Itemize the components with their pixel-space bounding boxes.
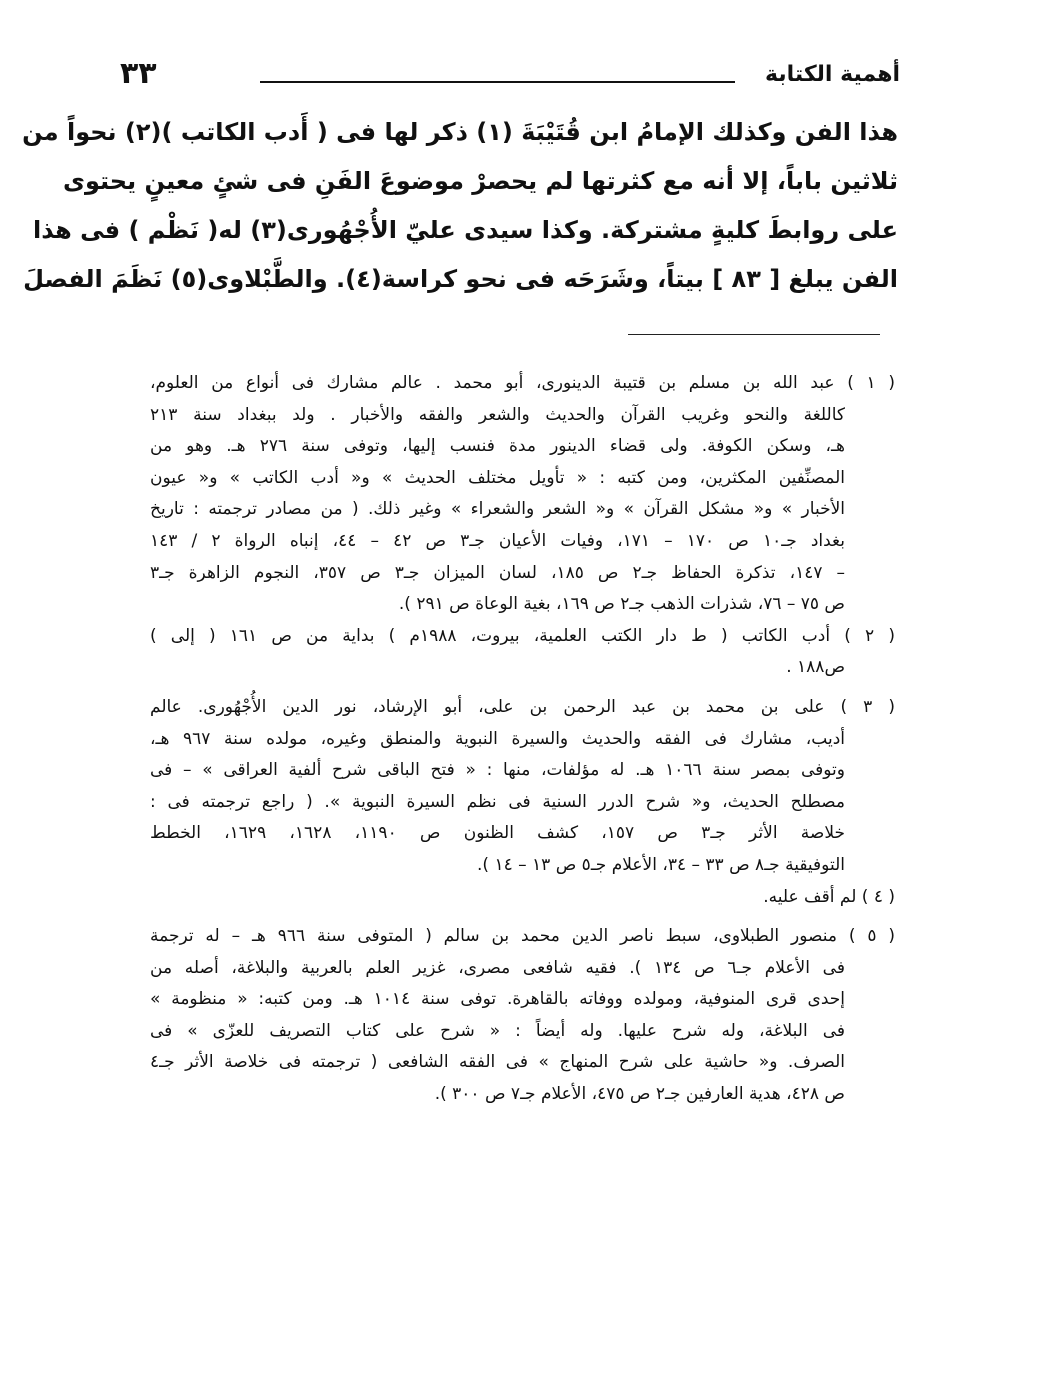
footnote-3 bbox=[150, 692, 895, 882]
footnote-line: الأخبار » و« مشكل القرآن » و« الشعر والشعراء » وغير ذلك. ( من مصادر ترجمته : تاريخ bbox=[150, 499, 845, 520]
footnote-line: ص ٤٢٨، هدية العارفين جـ٢ ص ٤٧٥، الأعلام جـ٧ ص ٣٠٠ ). bbox=[434, 1084, 845, 1105]
footnote-line: ( ١ ) عبد الله بن مسلم بن قتيبة الدينورى، أبو محمد . عالم مشارك فى أنواع من العلوم، bbox=[150, 373, 895, 393]
footnote-line: فى الأعلام جـ٦ ص ١٣٤ ). فقيه شافعى مصرى، غزير العلم بالعربية والبلاغة، أصله من bbox=[150, 957, 845, 978]
footnote-line: ( ٤ ) لم أقف عليه. bbox=[763, 886, 895, 907]
footnote-line: أديب، مشارك فى الفقه والحديث والسيرة النبوية والمنطق وغيره، مولده سنة ٩٦٧ هـ، bbox=[150, 728, 845, 749]
footnote-2 bbox=[150, 621, 895, 684]
footnote-1 bbox=[150, 368, 895, 621]
text-line: ثلاثين باباً، إلا أنه مع كثرتها لم يحصرْ موضوعَ الفَنِ فى شئٍ معينٍ يحتوى bbox=[62, 167, 898, 195]
footnote-line: ص ٧٥ – ٧٦، شذرات الذهب جـ٢ ص ١٦٩، بغية الوعاة ص ٢٩١ ). bbox=[398, 594, 845, 615]
footnote-line: خلاصة الأثر جـ٣ ص ١٥٧، كشف الظنون ص ١١٩٠، ١٦٢٨، ١٦٢٩، الخطط bbox=[150, 823, 845, 844]
footnote-line: فى البلاغة، وله شرح عليها. وله أيضاً : « شرح على كتاب التصريف للعزّى » فى bbox=[150, 1020, 845, 1041]
footnote-line: – ١٤٧، تذكرة الحفاظ جـ٢ ص ١٨٥، لسان الميزان جـ٣ ص ٣٥٧، النجوم الزاهرة جـ٣ bbox=[150, 562, 845, 583]
chapter-title: أهمية الكتابة bbox=[765, 62, 900, 87]
footnote-line: هـ، وسكن الكوفة. ولى قضاء الدينور مدة فنسب إليها، وتوفى سنة ٢٧٦ هـ. وهو من bbox=[150, 436, 845, 457]
text-line: على روابطَ كليةٍ مشتركة. وكذا سيدى عليّ الأُجْهُورى(٣) له( نَظْم ) فى هذا bbox=[33, 216, 898, 244]
footnote-line: الصرف. و« حاشية على شرح المنهاج » فى الفقه الشافعى ( ترجمته فى خلاصة الأثر جـ٤ bbox=[150, 1052, 845, 1073]
footnote-line: ص١٨٨ . bbox=[786, 657, 845, 678]
footnote-separator bbox=[628, 334, 880, 335]
text-line: هذا الفن وكذلك الإمامُ ابن قُتَيْبَةَ (١) ذكر لها فى ( أَدب الكاتب )(٢) نحواً من bbox=[22, 118, 898, 146]
running-header bbox=[120, 56, 900, 98]
header-rule bbox=[260, 81, 735, 83]
footnote-5 bbox=[150, 921, 895, 1111]
page-number: ٣٣ bbox=[120, 56, 157, 91]
main-paragraph bbox=[22, 108, 898, 304]
footnote-line: ( ٣ ) على بن محمد بن عبد الرحمن بن على، أبو الإرشاد، نور الدين الأُجْهُورى. عالم bbox=[150, 696, 895, 717]
footnote-4 bbox=[150, 882, 895, 914]
footnote-line: المصنِّفين المكثرين، ومن كتبه : « تأويل مختلف الحديث » و« أدب الكاتب » و« عيون bbox=[150, 467, 845, 488]
footnote-line: مصطلح الحديث، و« شرح الدرر السنية فى نظم السيرة النبوية ». ( راجع ترجمته فى : bbox=[150, 791, 845, 812]
footnote-line: وتوفى بمصر سنة ١٠٦٦ هـ. له مؤلفات، منها : « فتح الباقى شرح ألفية العراقى » – فى bbox=[150, 760, 846, 781]
footnote-line: ( ٢ ) أدب الكاتب ( ط دار الكتب العلمية، بيروت، ١٩٨٨م ) بداية من ص ١٦١ ( إلى ) bbox=[150, 625, 895, 646]
footnote-line: بغداد جـ١٠ ص ١٧٠ – ١٧١، وفيات الأعيان جـ٣ ص ٤٢ – ٤٤، إنباه الرواة ٢ / ١٤٣ bbox=[150, 530, 845, 551]
footnote-line: ( ٥ ) منصور الطبلاوى، سبط ناصر الدين محمد بن سالم ( المتوفى سنة ٩٦٦ هـ – له ترجمة bbox=[150, 926, 895, 947]
text-line: الفن يبلغ [ ٨٣ ] بيتاً، وشَرَحَه فى نحو كراسة(٤). والطَّبْلاوى(٥) نَظَمَ الفصلَ bbox=[23, 265, 898, 293]
footnote-line: التوفيقية جـ٨ ص ٣٣ – ٣٤، الأعلام جـ٥ ص ١٣ – ١٤ ). bbox=[477, 854, 845, 875]
footnote-line: كاللغة والنحو وغريب القرآن والحديث والشعر والفقه والأخبار . ولد ببغداد سنة ٢١٣ bbox=[150, 404, 845, 425]
footnote-line: إحدى قرى المنوفية، ومولده ووفاته بالقاهرة. توفى سنة ١٠١٤ هـ. ومن كتبه: « منظومة » bbox=[150, 989, 845, 1010]
footnotes bbox=[150, 368, 895, 1111]
